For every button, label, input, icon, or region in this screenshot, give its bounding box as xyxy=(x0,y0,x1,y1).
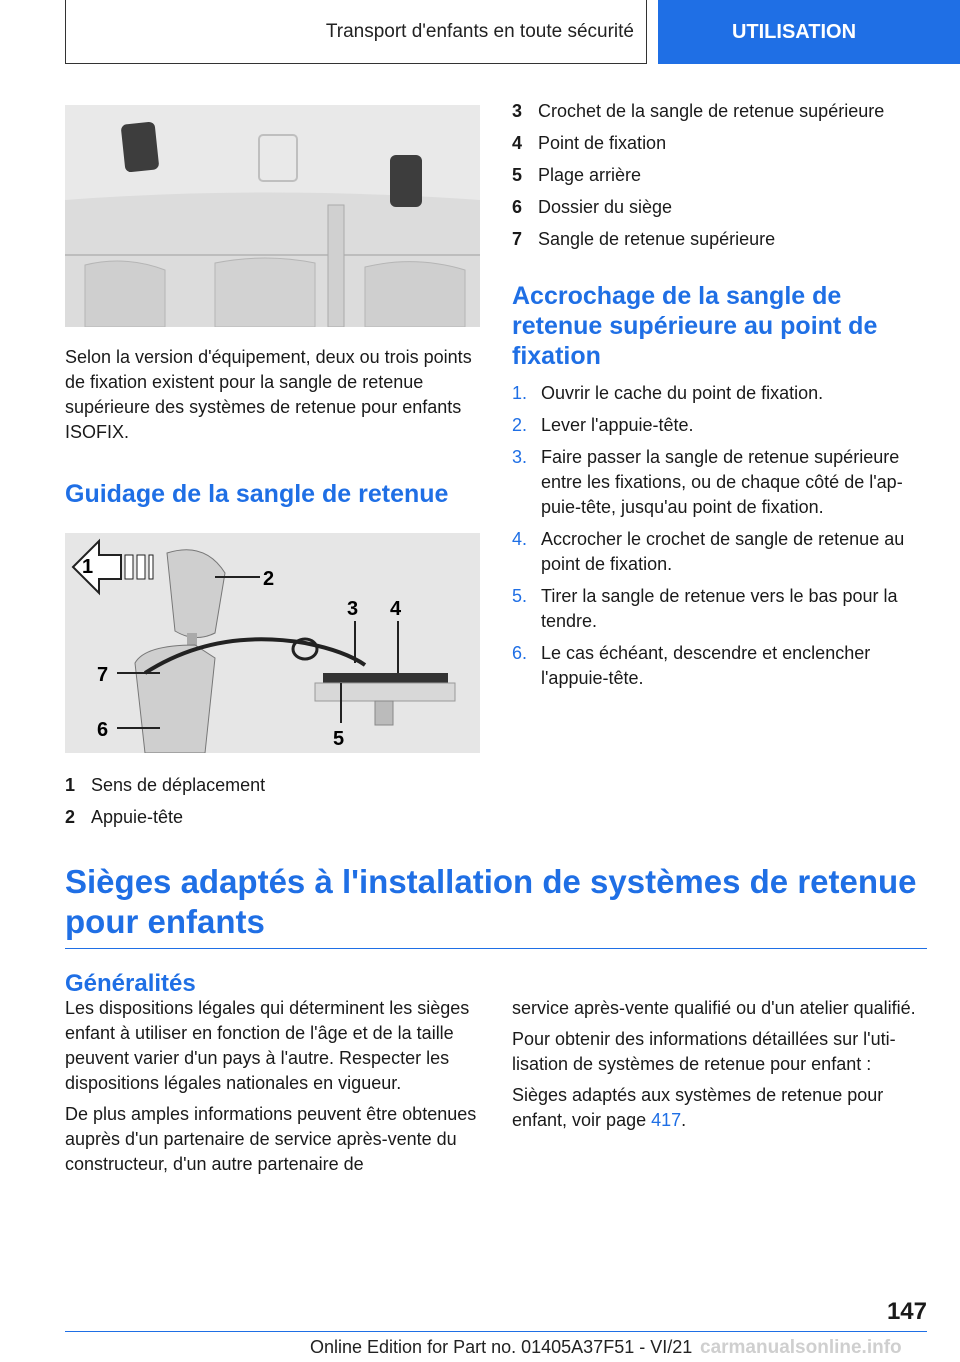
strap-routing-heading: Guidage de la sangle de retenue xyxy=(65,480,449,508)
general-right-text xyxy=(512,996,932,1139)
legend-item: 7 Sangle de retenue supérieure xyxy=(512,229,776,249)
section-title: Sièges adaptés à l'installation de systèmes de retenue pour enfants xyxy=(65,862,927,949)
rear-shelf-illustration xyxy=(65,105,480,327)
diagram-label-4: 4 xyxy=(390,598,402,620)
watermark: carmanualsonline.info xyxy=(700,1337,902,1358)
attach-steps-list xyxy=(512,381,932,691)
general-paragraph: service après-vente qualifié ou d'un atelier qualifié. xyxy=(512,998,916,1018)
legend-item: 4 Point de fixation xyxy=(512,133,667,153)
step-item: 1. Ouvrir le cache du point de fixation. xyxy=(512,383,824,403)
edition-footer: Online Edition for Part no. 01405A37F51 - VI/21 xyxy=(310,1337,693,1357)
legend-item: 5 Plage arrière xyxy=(512,165,642,185)
intro-paragraph: Selon la version d'équipement, deux ou trois points de fixation existent pour la sangle de retenue supérieure des systèmes de retenue pour enfants ISOFIX. xyxy=(65,347,472,442)
general-paragraph: De plus amples informations peuvent être obtenues auprès d'un partenaire de service après-vente du constructeur, d'un autre partenaire de xyxy=(65,1104,477,1174)
header-chapter-tab[interactable] xyxy=(658,0,960,64)
general-paragraph: Les dispositions légales qui déterminent les sièges enfant à utiliser en fonction de l'âge et de la taille peuvent varier d'un pays à l'autre. Respecter les dispositions légales nationales en vigueur. xyxy=(65,998,470,1093)
left-column xyxy=(65,105,481,833)
step-item: 5. Tirer la sangle de retenue vers le bas pour la tendre. xyxy=(512,586,898,631)
step-item: 3. Faire passer la sangle de retenue supérieure entre les fixations, ou de chaque côté de l'appuie-tête, jusqu'au point de fixation. xyxy=(512,447,903,517)
step-item: 6. Le cas échéant, descendre et enclencher l'appuie-tête. xyxy=(512,643,871,688)
diagram-label-5: 5 xyxy=(333,728,345,750)
step-item: 2. Lever l'appuie-tête. xyxy=(512,415,694,435)
reference-paragraph: Sièges adaptés aux systèmes de retenue pour enfant, voir page 417. xyxy=(512,1085,884,1130)
general-paragraph: Pour obtenir des informations détaillées sur l'utilisation de systèmes de retenue pour enfant : xyxy=(512,1029,896,1074)
page-reference-link[interactable]: 417 xyxy=(651,1110,682,1130)
left-legend xyxy=(65,769,481,833)
diagram-label-3: 3 xyxy=(347,598,359,620)
general-subheading: Généralités xyxy=(65,970,196,997)
diagram-label-6: 6 xyxy=(97,719,109,741)
right-column xyxy=(512,101,932,698)
chapter-tab-label: UTILISATION xyxy=(731,20,857,43)
legend-item: 6 Dossier du siège xyxy=(512,197,673,217)
general-left-text xyxy=(65,996,481,1183)
attach-strap-heading: Accrochage de la sangle de retenue supérieure au point de fixation xyxy=(512,282,878,370)
diagram-label-2: 2 xyxy=(263,568,275,590)
diagram-label-1: 1 xyxy=(82,556,94,578)
strap-routing-drawing xyxy=(65,533,480,753)
step-item: 4. Accrocher le crochet de sangle de retenue au point de fixation. xyxy=(512,529,905,574)
diagram-label-7: 7 xyxy=(97,664,109,686)
header-section-title xyxy=(65,0,647,64)
rear-shelf-drawing xyxy=(65,105,480,327)
legend-item: 1 Sens de déplacement xyxy=(65,775,266,795)
page-number: 147 xyxy=(886,1298,927,1325)
legend-item: 3 Crochet de la sangle de retenue supérieure xyxy=(512,101,885,121)
section-title-text: Transport d'enfants en toute sécurité xyxy=(325,20,634,42)
strap-routing-diagram xyxy=(65,533,480,753)
right-legend xyxy=(512,95,932,255)
footer-divider xyxy=(65,1331,927,1332)
legend-item: 2 Appuie-tête xyxy=(65,807,184,827)
